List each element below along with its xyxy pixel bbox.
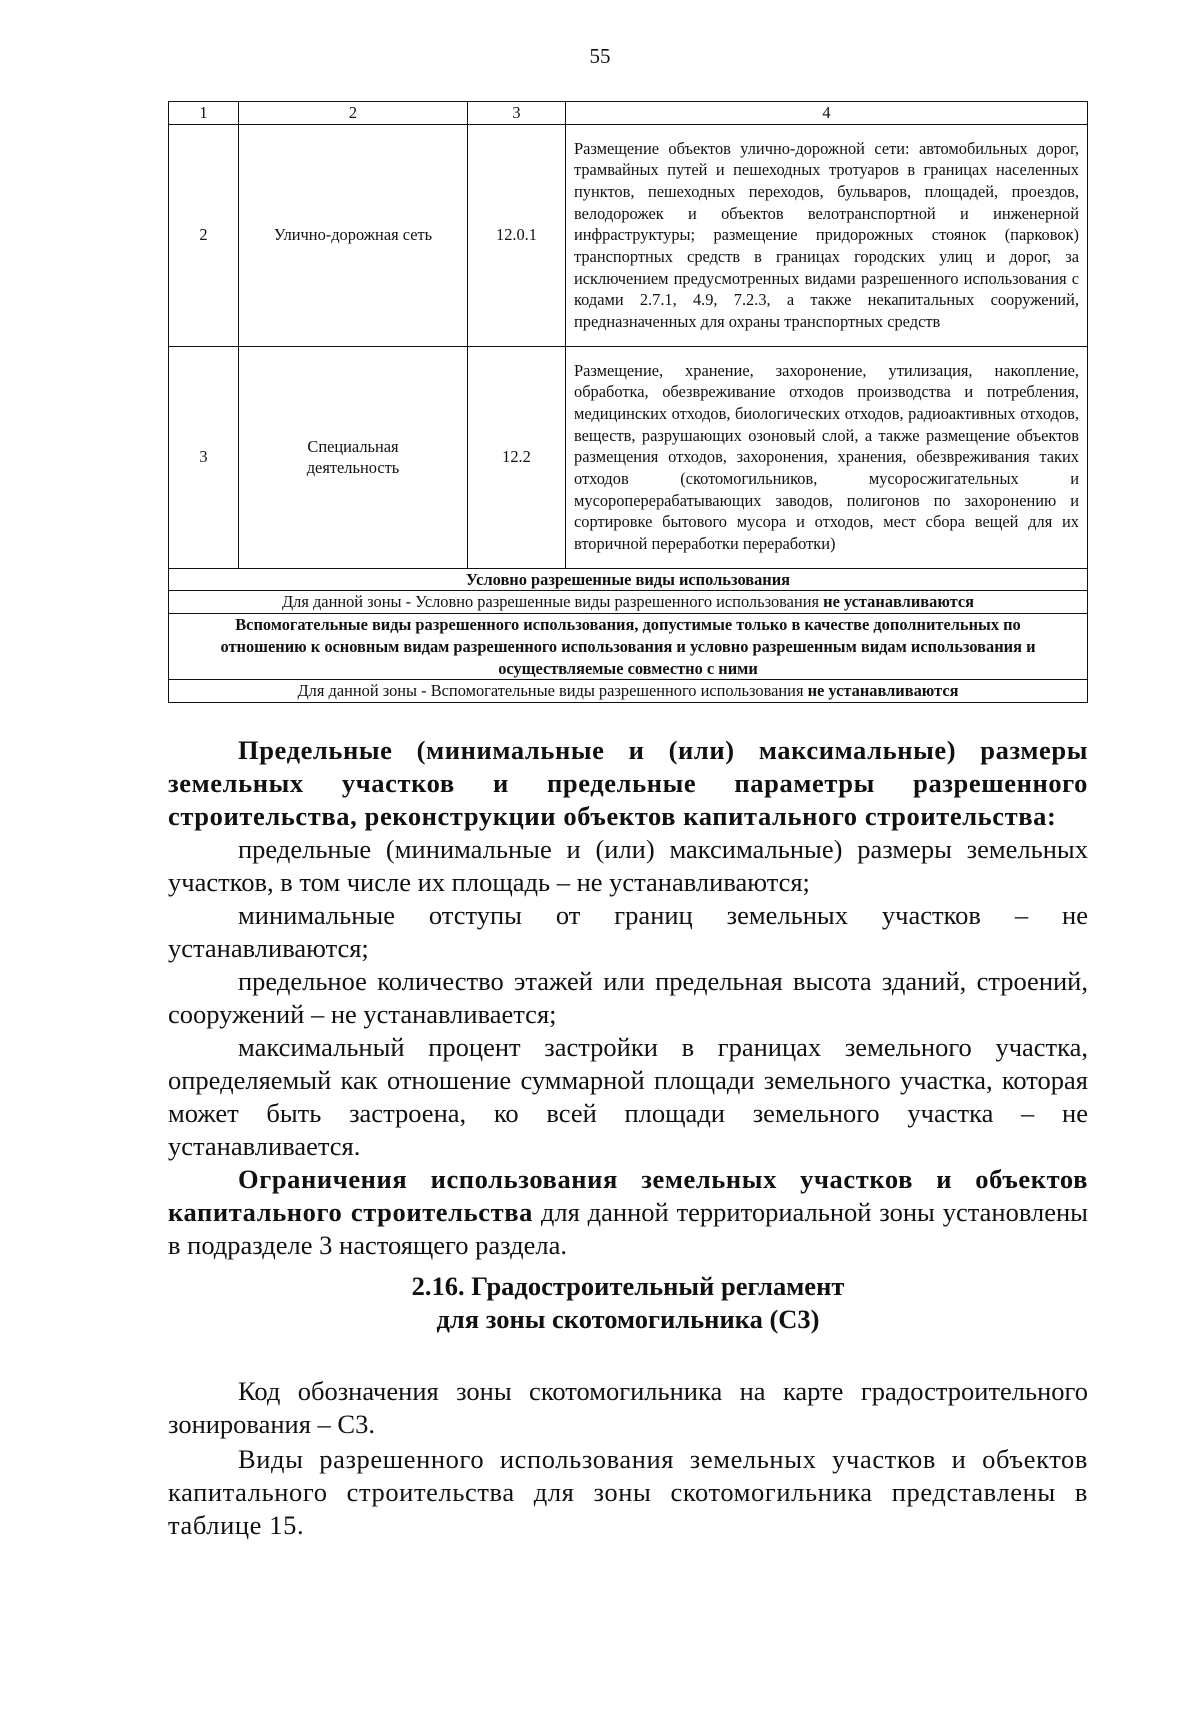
limits-block xyxy=(168,734,1088,1262)
use-name: Специальная деятельность xyxy=(239,346,468,568)
table-row xyxy=(169,568,1088,591)
use-description xyxy=(566,124,1088,346)
use-description xyxy=(566,346,1088,568)
section-subtitle: для зоны скотомогильника (С3) xyxy=(436,1304,820,1334)
section-block xyxy=(168,1270,1088,1336)
limits-item: предельное количество этажей или предельная высота зданий, строений, сооружений – не устанавливается; xyxy=(168,966,1088,1029)
table-row xyxy=(169,680,1088,703)
restrictions-text: для данной территориальной зоны установлены в подразделе 3 настоящего раздела. xyxy=(168,1197,1088,1260)
limits-item: максимальный процент застройки в границах земельного участка, определяемый как отношение суммарной площади земельного участка, которая может быть застроена, ко всей площади земельного участка – не устанавливается. xyxy=(168,1032,1088,1161)
restrictions-paragraph xyxy=(168,1163,1088,1262)
use-description-text: Размещение объектов улично-дорожной сети: автомобильных дорог, трамвайных путей и пешеходных тротуаров в границах населенных пунктов, пешеходных переходов, бульваров, площадей, проездов, велодорожек и объектов велотранспортной и инженерной инфраструктуры; размещение придорожных стоянок (парковок) транспортных средств в границах городских улиц и дорог, за исключением предусмотренных видами разрешенного использования с кодами 2.7.1, 4.9, 7.2.3, а также некапитальных сооружений, предназначенных для охраны транспортных средств xyxy=(574,138,1079,332)
limits-item: минимальные отступы от границ земельных участков – не устанавливаются; xyxy=(168,900,1088,963)
conditional-note-text: Для данной зоны - Условно разрешенные виды разрешенного использования xyxy=(281,592,824,612)
use-code: 12.2 xyxy=(468,346,566,568)
page-number: 55 xyxy=(589,44,611,68)
conditional-heading: Условно разрешенные виды использования xyxy=(169,568,1088,591)
table-row xyxy=(169,591,1088,614)
row-number: 2 xyxy=(169,124,239,346)
table-row xyxy=(169,614,1088,680)
conditional-note xyxy=(169,591,1088,614)
table-header-row xyxy=(169,102,1088,125)
header-cell: 2 xyxy=(239,102,468,125)
zone-code-paragraph: Код обозначения зоны скотомогильника на карте градостроительного зонирования – С3. xyxy=(168,1376,1088,1439)
use-name: Улично-дорожная сеть xyxy=(239,124,468,346)
auxiliary-note-bold: не устанавливаются xyxy=(807,681,959,701)
header-cell: 1 xyxy=(169,102,239,125)
conditional-note-bold: не устанавливаются xyxy=(823,592,975,612)
auxiliary-heading: Вспомогательные виды разрешенного использования, допустимые только в качестве дополнительных по отношению к основным видам разрешенного использования и условно разрешенным видам использования и осуществляемые совместно с ними xyxy=(169,614,1088,680)
table-reference-paragraph: Виды разрешенного использования земельных участков и объектов капитального строительства для зоны скотомогильника представлены в таблице 15. xyxy=(168,1444,1088,1540)
use-description-text: Размещение, хранение, захоронение, утилизация, накопление, обработка, обезвреживание отходов производства и потребления, медицинских отходов, биологических отходов, радиоактивных отходов, веществ, разрушающих озоновый слой, а также размещение объектов размещения отходов, захоронения, хранения, обезвреживания таких отходов (скотомогильников, мусоросжигательных и мусороперерабатывающих заводов, полигонов по захоронению и сортировке бытового мусора и отходов, мест сбора вещей для их вторичной переработки переработки) xyxy=(574,360,1079,554)
use-code: 12.0.1 xyxy=(468,124,566,346)
permitted-use-table xyxy=(168,101,1088,703)
auxiliary-note-text: Для данной зоны - Вспомогательные виды разрешенного использования xyxy=(297,681,808,701)
restrictions-bold: Ограничения использования земельных участков и объектов капитального строительства xyxy=(168,1164,1088,1227)
table-row xyxy=(169,346,1088,568)
header-cell: 4 xyxy=(566,102,1088,125)
auxiliary-note xyxy=(169,680,1088,703)
header-cell: 3 xyxy=(468,102,566,125)
row-number: 3 xyxy=(169,346,239,568)
table-row xyxy=(169,124,1088,346)
section-title: 2.16. Градостроительный регламент xyxy=(411,1271,845,1301)
limits-item: предельные (минимальные и (или) максимальные) размеры земельных участков, в том числе их площадь – не устанавливаются; xyxy=(168,834,1088,897)
limits-heading: Предельные (минимальные и (или) максимальные) размеры земельных участков и предельные параметры разрешенного строительства, реконструкции объектов капитального строительства: xyxy=(168,735,1088,831)
section-text-block xyxy=(168,1375,1088,1542)
